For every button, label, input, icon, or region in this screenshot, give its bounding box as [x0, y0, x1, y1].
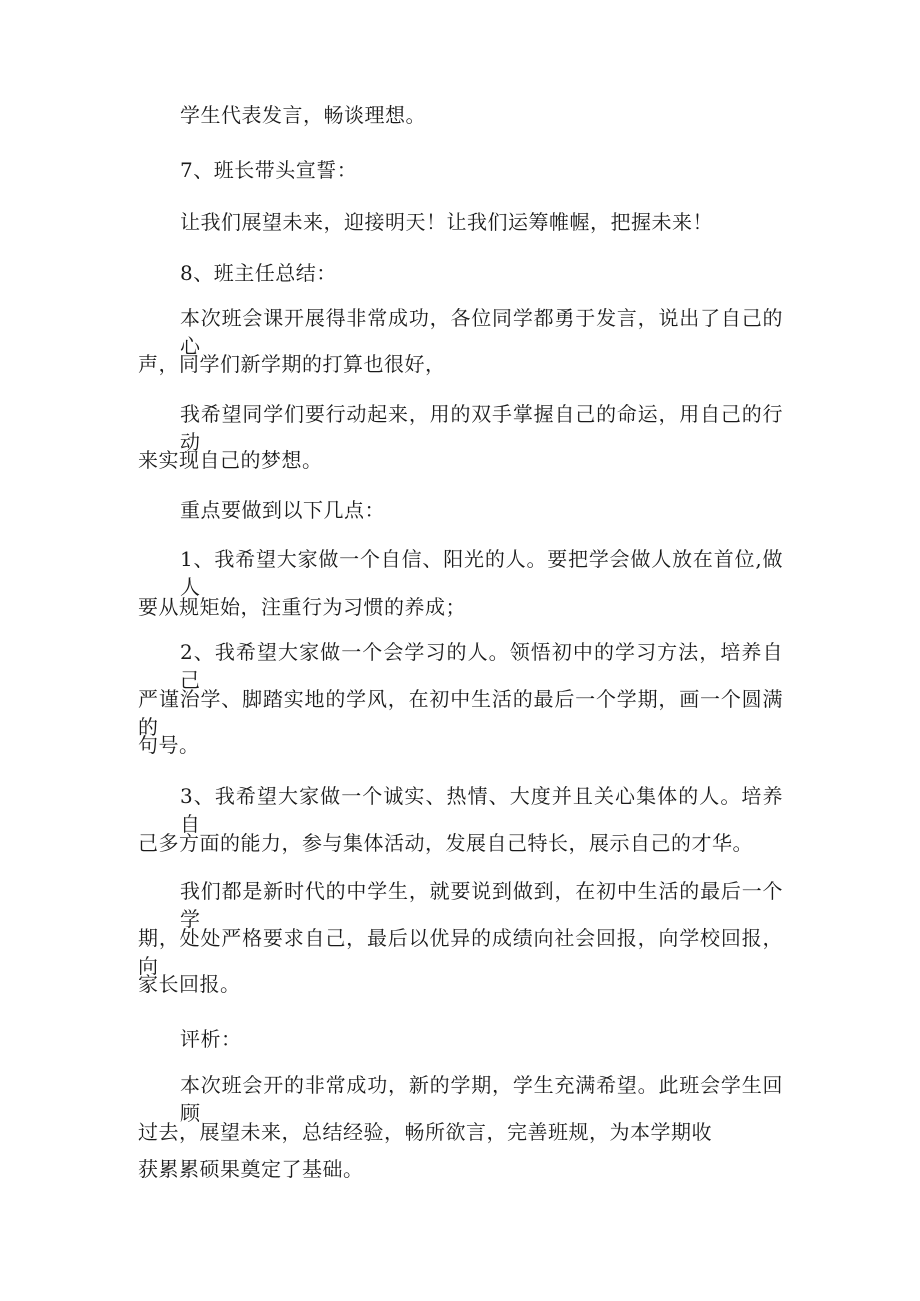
text-line: 过去，展望未来，总结经验，畅所欲言，完善班规，为本学期收	[138, 1120, 712, 1144]
text-line: 让我们展望未来，迎接明天！让我们运筹帷幄，把握未来！	[180, 210, 713, 234]
text-line: 声，同学们新学期的打算也很好，	[138, 352, 446, 376]
section-heading: 7、班长带头宣誓：	[180, 158, 358, 182]
text-line: 我们都是新时代的中学生，就要说到做到，在初中生活的最后一个学	[180, 879, 783, 931]
section-heading: 8、班主任总结：	[180, 261, 337, 285]
text-line: 2、我希望大家做一个会学习的人。领悟初中的学习方法，培养自己	[180, 640, 783, 692]
text-line: 1、我希望大家做一个自信、阳光的人。要把学会做人放在首位,做人	[180, 547, 783, 599]
text-line: 严谨治学、脚踏实地的学风，在初中生活的最后一个学期，画一个圆满的	[138, 687, 783, 739]
section-heading: 评析：	[180, 1027, 242, 1051]
text-line: 要从规矩始，注重行为习惯的养成；	[138, 595, 466, 619]
text-line: 句号。	[138, 733, 200, 757]
text-line: 来实现自己的梦想。	[138, 448, 323, 472]
text-line: 获累累硕果奠定了基础。	[138, 1157, 364, 1181]
text-line: 本次班会课开展得非常成功，各位同学都勇于发言，说出了自己的心	[180, 306, 783, 358]
text-line: 学生代表发言，畅谈理想。	[180, 103, 426, 127]
text-line: 家长回报。	[138, 972, 241, 996]
text-line: 本次班会开的非常成功，新的学期，学生充满希望。此班会学生回顾	[180, 1073, 783, 1125]
text-line: 我希望同学们要行动起来，用的双手掌握自己的命运，用自己的行动	[180, 402, 783, 454]
text-line: 己多方面的能力，参与集体活动，发展自己特长，展示自己的才华。	[138, 831, 753, 855]
text-line: 期，处处严格要求自己，最后以优异的成绩向社会回报，向学校回报，向	[138, 926, 783, 978]
text-line: 3、我希望大家做一个诚实、热情、大度并且关心集体的人。培养自	[180, 784, 783, 836]
text-line: 重点要做到以下几点：	[180, 498, 385, 522]
